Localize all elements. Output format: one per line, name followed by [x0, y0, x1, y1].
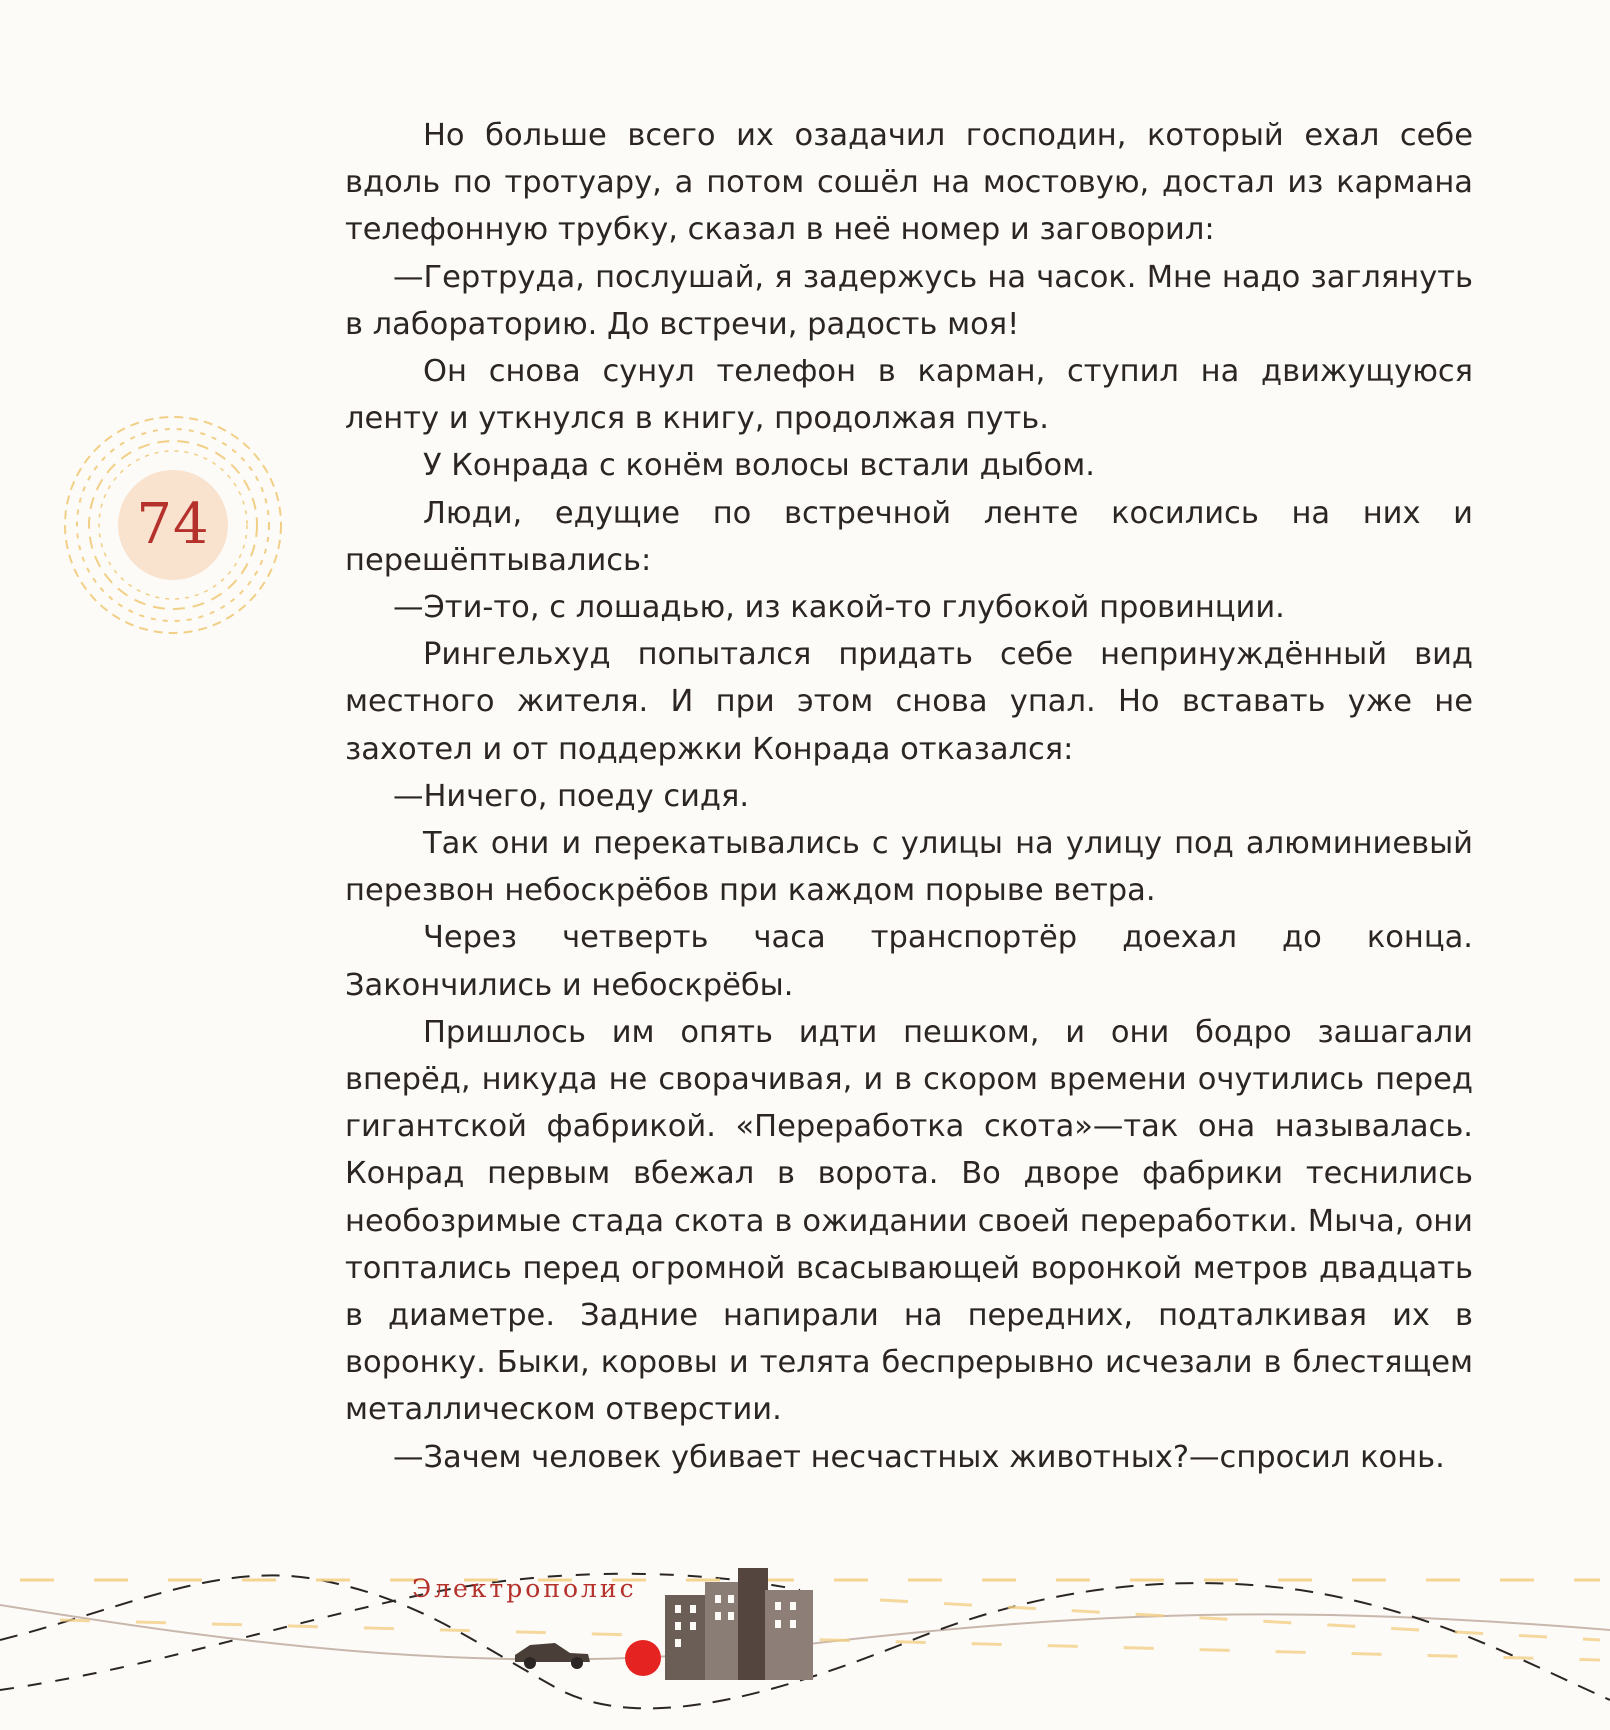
text-body [345, 112, 1473, 1481]
paragraph: Так они и перекатывались с улицы на улицу под алюминиевый перезвон небоскрёбов при каждом порыве ветра. [345, 826, 1473, 909]
running-title: Электрополис [412, 1574, 637, 1603]
dialogue-paragraph: —Гертруда, послушай, я задержусь на часок. Мне надо заглянуть в лабораторию. До встречи, радость моя! [345, 259, 1473, 342]
dialogue-paragraph: —Зачем человек убивает несчастных животных?—спросил конь. [393, 1439, 1445, 1475]
paragraph: У Конрада с конём волосы встали дыбом. [423, 448, 1095, 484]
paragraph: Через четверть часа транспортёр доехал до конца. Закончились и небоскрёбы. [345, 920, 1473, 1003]
car-icon [515, 1643, 590, 1669]
red-ball-icon [625, 1640, 661, 1676]
paragraph: Он снова сунул телефон в карман, ступил на движущуюся ленту и уткнулся в книгу, продолжая путь. [345, 354, 1473, 437]
paragraph: Люди, едущие по встречной ленте косились на них и перешёптывались: [345, 495, 1473, 578]
dialogue-paragraph: —Ничего, поеду сидя. [393, 778, 750, 814]
paragraph: Пришлось им опять идти пешком, и они бодро зашагали вперёд, никуда не сворачивая, и в скором времени очутились перед гигантской фабрикой. «Переработка скота»—так она называлась. Конрад первым вбежал в ворота. Во дворе фабрики теснились необозримые стада скота в ожидании своей переработки. Мыча, они топтались перед огромной всасывающей воронкой метров двадцать в диаметре. Задние напирали на передних, подталкивая их в воронку. Быки, коровы и телята беспрерывно исчезали в блестящем металлическом отверстии. [345, 1014, 1473, 1428]
city-skyline-icon [665, 1568, 813, 1680]
paragraph: Но больше всего их озадачил господин, который ехал себе вдоль по тротуару, а потом сошёл на мостовую, достал из кармана телефонную трубку, сказал в неё номер и заговорил: [345, 118, 1473, 248]
paragraph: Рингельхуд попытался придать себе непринуждённый вид местного жителя. И при этом снова упал. Но вставать уже не захотел и от поддержки Конрада отказался: [345, 637, 1473, 767]
page-number: 74 [136, 492, 210, 557]
dialogue-paragraph: —Эти-то, с лошадью, из какой-то глубокой провинции. [393, 590, 1285, 626]
footer-decoration [0, 1550, 1610, 1730]
